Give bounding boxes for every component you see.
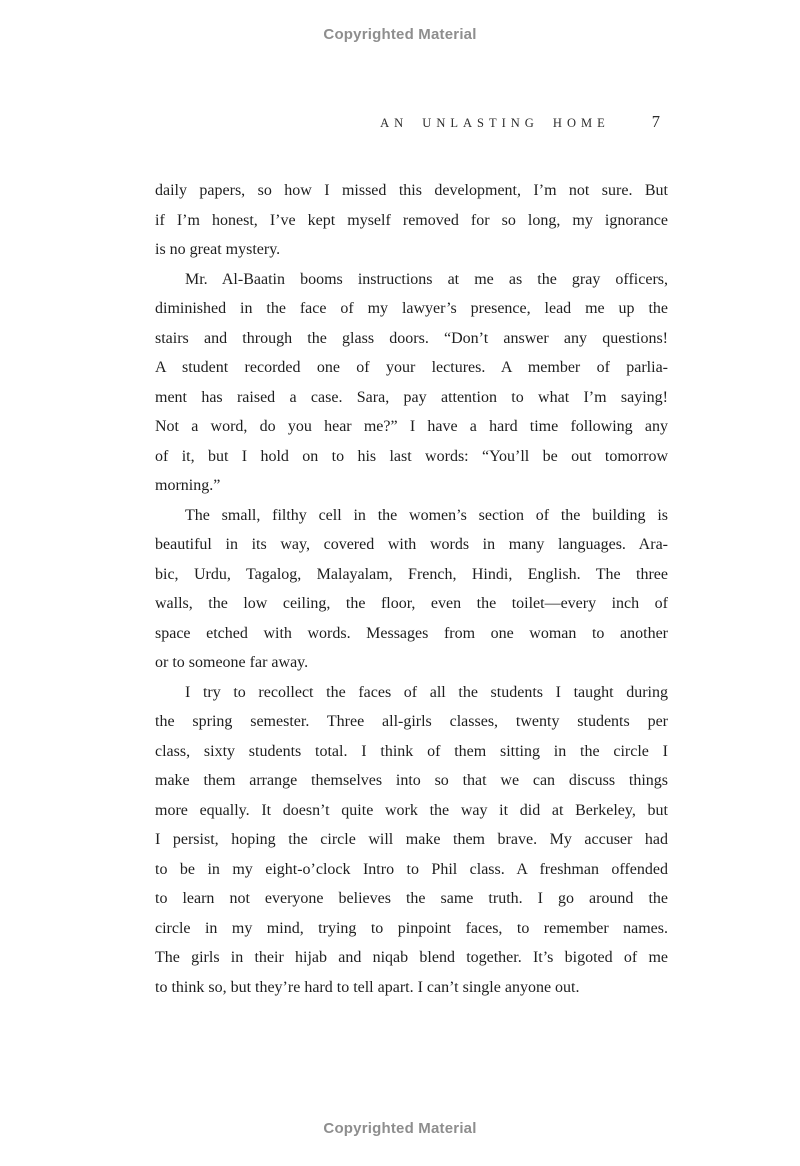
text-line: diminished in the face of my lawyer’s presence, lead me up the <box>155 300 668 317</box>
copyright-notice-bottom: Copyrighted Material <box>323 1120 477 1137</box>
text-line: is no great mystery. <box>155 241 281 258</box>
text-line: the spring semester. Three all-girls classes, twenty students per <box>155 713 668 730</box>
text-line: stairs and through the glass doors. “Don’t answer any questions! <box>155 329 668 347</box>
text-line: Not a word, do you hear me?” I have a hard time following any <box>155 418 668 435</box>
text-line: Mr. Al-Baatin booms instructions at me as the gray officers, <box>185 270 668 288</box>
text-line: of it, but I hold on to his last words: “You’ll be out tomorrow <box>155 447 668 465</box>
text-line: to think so, but they’re hard to tell apart. I can’t single anyone out. <box>155 978 580 996</box>
text-line: to learn not everyone believes the same truth. I go around the <box>155 890 668 907</box>
running-head <box>155 112 668 132</box>
text-line: make them arrange themselves into so that we can discuss things <box>155 772 668 789</box>
text-line: The small, filthy cell in the women’s section of the building is <box>185 506 668 524</box>
text-line: The girls in their hijab and niqab blend together. It’s bigoted of me <box>155 949 668 966</box>
text-line: or to someone far away. <box>155 654 309 671</box>
text-line: if I’m honest, I’ve kept myself removed for so long, my ignorance <box>155 211 668 229</box>
book-title-header: AN UNLASTING HOME <box>380 116 610 130</box>
text-line: beautiful in its way, covered with words in many languages. Ara- <box>155 536 668 553</box>
text-line: morning.” <box>155 477 221 494</box>
text-line: walls, the low ceiling, the floor, even the toilet—every inch of <box>155 595 668 612</box>
copyright-notice-top: Copyrighted Material <box>323 26 477 43</box>
text-line: to be in my eight-o’clock Intro to Phil class. A freshman offended <box>155 860 668 878</box>
text-line: more equally. It doesn’t quite work the way it did at Berkeley, but <box>155 801 668 819</box>
text-line: bic, Urdu, Tagalog, Malayalam, French, Hindi, English. The three <box>155 565 668 583</box>
text-line: class, sixty students total. I think of them sitting in the circle I <box>155 742 668 760</box>
body-text <box>155 176 668 1002</box>
text-line: I try to recollect the faces of all the students I taught during <box>185 683 668 701</box>
text-line: circle in my mind, trying to pinpoint faces, to remember names. <box>155 919 668 937</box>
page-number: 7 <box>651 112 660 131</box>
text-line: I persist, hoping the circle will make them brave. My accuser had <box>155 831 668 848</box>
text-line: ment has raised a case. Sara, pay attention to what I’m saying! <box>155 388 668 406</box>
text-line: space etched with words. Messages from one woman to another <box>155 624 668 642</box>
text-line: A student recorded one of your lectures. A member of parlia- <box>155 359 668 376</box>
text-line: daily papers, so how I missed this development, I’m not sure. But <box>155 182 668 199</box>
